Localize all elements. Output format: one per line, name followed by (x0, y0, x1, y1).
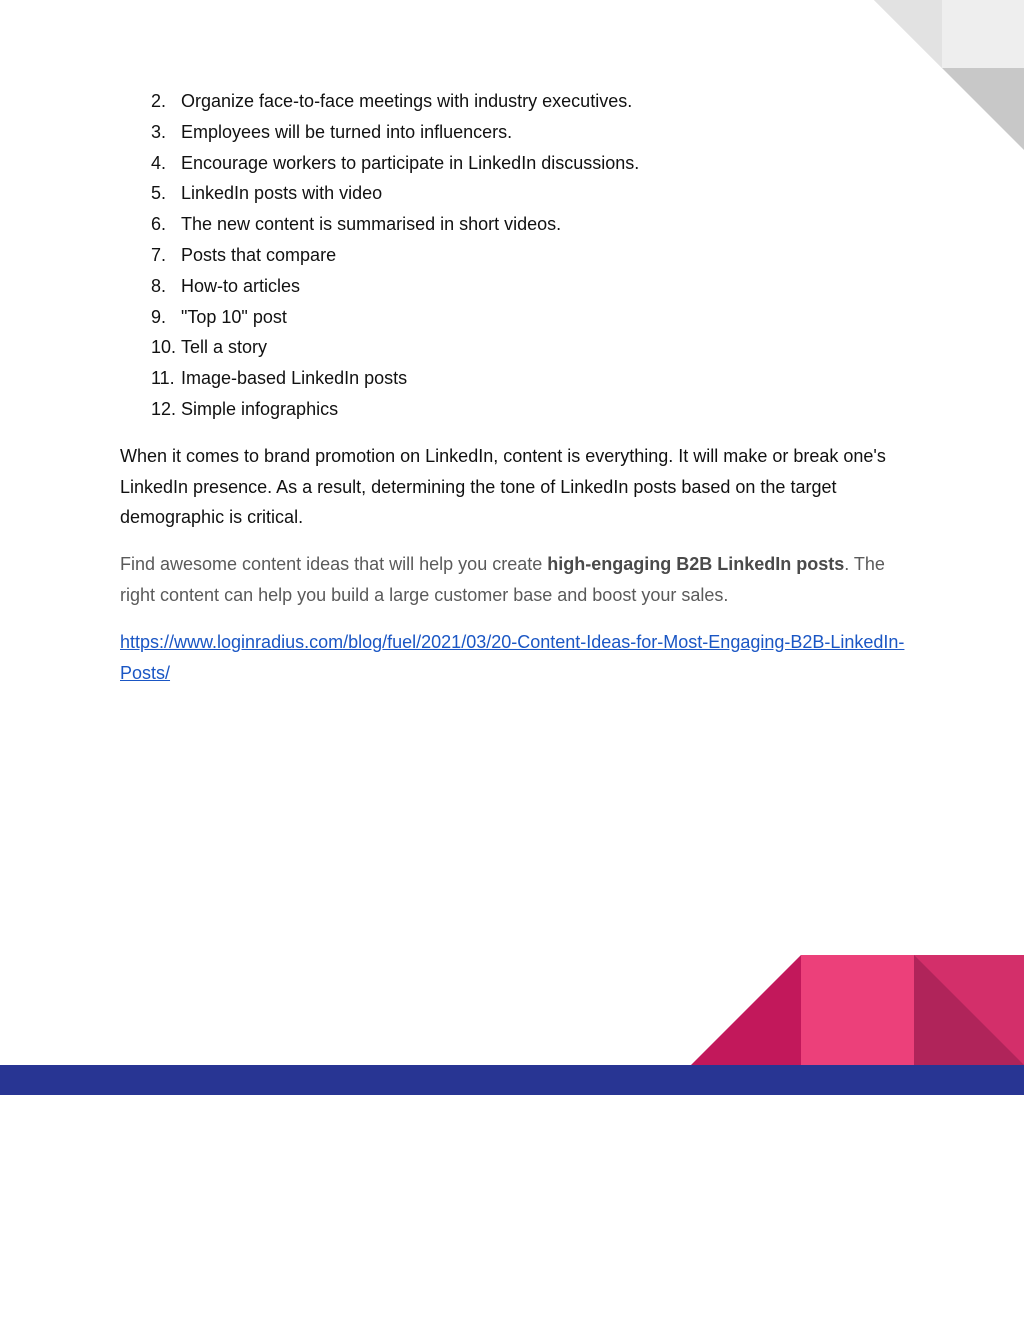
list-item-text: Employees will be turned into influencers. (181, 121, 513, 142)
list-item-number: 12. (151, 398, 177, 419)
document-body (120, 86, 910, 688)
footer-decoration (0, 952, 1024, 1097)
list-item-number: 2. (151, 91, 167, 111)
list-item-text: LinkedIn posts with video (181, 183, 383, 204)
list-item-text: The new content is summarised in short videos. (181, 214, 562, 235)
list-item-text: Organize face-to-face meetings with industry executives. (181, 91, 633, 111)
list-item-number: 10. (151, 337, 177, 358)
list-item-number: 6. (151, 214, 167, 235)
list-item (120, 394, 910, 425)
paragraph-content-ideas (120, 549, 910, 611)
list-item (120, 240, 910, 271)
paragraph-text: Find awesome content ideas that will help you create (120, 554, 548, 575)
paragraph-bold-text: high-engaging B2B LinkedIn posts (547, 554, 845, 575)
list-item-number: 5. (151, 183, 167, 204)
list-item-number: 3. (151, 121, 167, 142)
list-item (120, 148, 910, 179)
paragraph-text: . The right content can help you build a large customer base and boost your sales. (120, 554, 885, 605)
list-item-number: 8. (151, 275, 167, 296)
list-item-text: Encourage workers to participate in LinkedIn discussions. (181, 152, 640, 173)
list-item (120, 117, 910, 148)
list-item-number: 9. (151, 306, 167, 327)
list-item-text: Posts that compare (181, 244, 337, 265)
list-item-number: 4. (151, 152, 167, 173)
content-ideas-list (120, 86, 910, 425)
paragraph-brand-promotion: When it comes to brand promotion on LinkedIn, content is everything. It will make or break one's LinkedIn presence. As a result, determining the tone of LinkedIn posts based on the target demographic is critical. (120, 445, 886, 528)
list-item (120, 178, 910, 209)
paragraph-link (120, 627, 910, 689)
list-item-text: Image-based LinkedIn posts (181, 368, 408, 389)
list-item-number: 11. (151, 368, 175, 389)
list-item-text: How-to articles (181, 275, 301, 296)
article-link[interactable]: https://www.loginradius.com/blog/fuel/2021/03/20-Content-Ideas-for-Most-Engaging-B2B-LinkedIn-Posts/ (120, 631, 905, 683)
list-item-number: 7. (151, 244, 167, 265)
list-item (120, 209, 910, 240)
list-item (120, 271, 910, 302)
list-item (120, 332, 910, 363)
list-item-text: Simple infographics (181, 398, 339, 419)
list-item-text: "Top 10" post (181, 306, 287, 327)
list-item (120, 86, 910, 117)
list-item (120, 363, 910, 394)
list-item (120, 302, 910, 333)
list-item-text: Tell a story (181, 337, 268, 358)
